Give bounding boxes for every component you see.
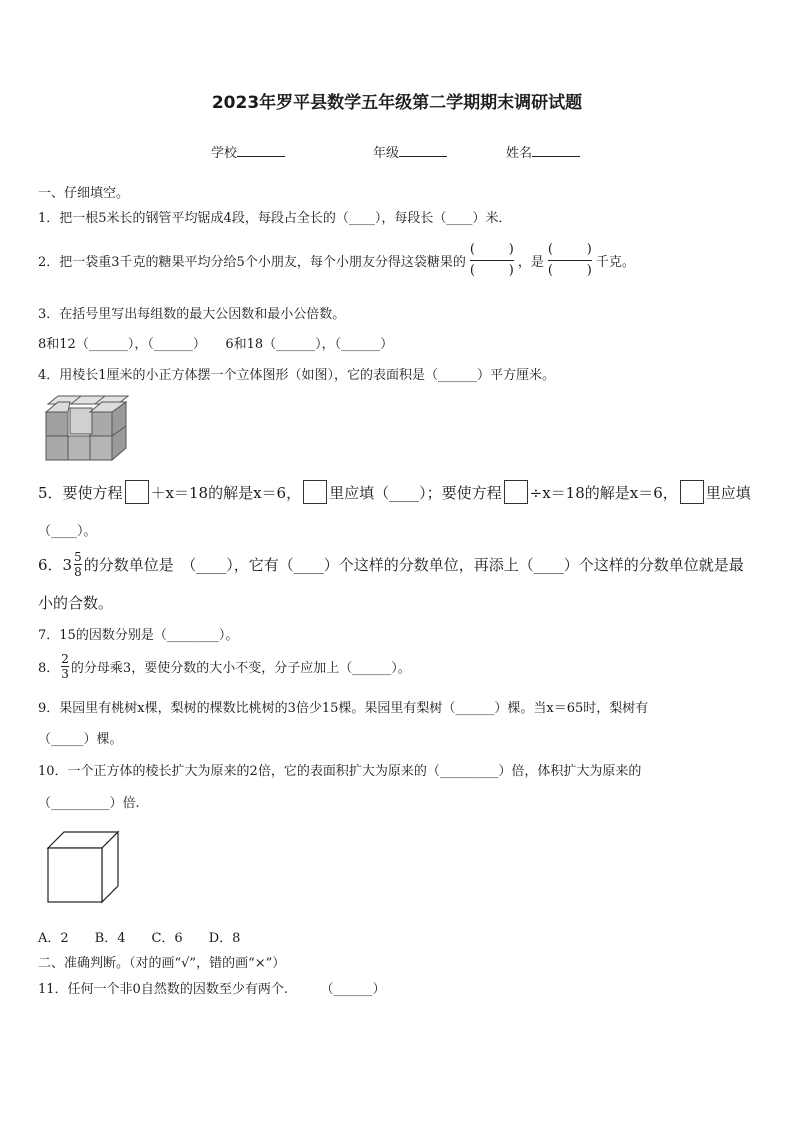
school-field bbox=[211, 142, 285, 161]
answer-box-4 bbox=[680, 480, 704, 504]
cube-figure bbox=[44, 830, 124, 906]
question-3-blanks: 8和12（______），（______） 6和18（______），（______） bbox=[38, 337, 394, 352]
fraction-five-eighths bbox=[74, 550, 82, 579]
question-4: 4．用棱长1厘米的小正方体摆一个立体图形（如图），它的表面积是（______）平方厘米。 bbox=[38, 368, 556, 383]
fraction-two-thirds bbox=[61, 652, 69, 681]
answer-box-1 bbox=[125, 480, 149, 504]
question-5 bbox=[38, 480, 751, 504]
grade-blank bbox=[399, 143, 447, 157]
page-title: 2023年罗平县数学五年级第二学期期末调研试题 bbox=[211, 93, 583, 113]
question-5-text-a: 5．要使方程 bbox=[38, 483, 123, 502]
question-2-text-c: 千克。 bbox=[595, 255, 635, 270]
question-8 bbox=[38, 652, 411, 681]
question-10: 10．一个正方体的棱长扩大为原来的2倍，它的表面积扩大为原来的（_________）倍，体积扩大为原来的 bbox=[38, 764, 642, 779]
grade-label: 年级 bbox=[373, 146, 400, 161]
question-5-text-c: 里应填（____）；要使方程 bbox=[329, 483, 502, 502]
school-blank bbox=[237, 143, 285, 157]
name-blank bbox=[532, 143, 580, 157]
answer-box-2 bbox=[303, 480, 327, 504]
fraction-denominator: 8 bbox=[74, 565, 82, 579]
question-5-text-e: 里应填 bbox=[705, 483, 751, 502]
question-6-prefix: 6．3 bbox=[38, 556, 73, 574]
answer-fraction-2: ( ) ( ) bbox=[547, 242, 592, 278]
question-5-text-d: ÷x＝18的解是x＝6， bbox=[529, 483, 678, 502]
question-11: 11．任何一个非0自然数的因数至少有两个. （______） bbox=[38, 982, 386, 997]
question-9: 9．果园里有桃树x棵，梨树的棵数比桃树的3倍少15棵。果园里有梨树（______）棵。当x＝65时，梨树有 bbox=[38, 701, 649, 716]
question-3: 3．在括号里写出每组数的最大公因数和最小公倍数。 bbox=[38, 307, 346, 322]
question-9-tail: （_____）棵。 bbox=[38, 732, 123, 747]
question-6 bbox=[38, 550, 744, 579]
question-5-text-b: ＋x＝18的解是x＝6， bbox=[150, 483, 302, 502]
fraction-numerator: 2 bbox=[61, 652, 69, 666]
question-8-text: 的分母乘3，要使分数的大小不变，分子应加上（______）。 bbox=[70, 661, 411, 676]
school-label: 学校 bbox=[211, 146, 238, 161]
section1-heading: 一、仔细填空。 bbox=[38, 186, 130, 201]
question-6-tail: 小的合数。 bbox=[38, 594, 114, 612]
question-8-prefix: 8． bbox=[38, 661, 60, 676]
question-2 bbox=[38, 242, 635, 279]
question-2-text-a: 2．把一袋重3千克的糖果平均分给5个小朋友，每个小朋友分得这袋糖果的 bbox=[38, 255, 466, 270]
question-1: 1．把一根5米长的钢管平均锯成4段，每段占全长的（____），每段长（____）米． bbox=[38, 211, 512, 226]
grade-field bbox=[373, 142, 447, 161]
question-10-options: A．2 B．4 C．6 D．8 bbox=[38, 931, 241, 946]
answer-fraction-1: ( ) ( ) bbox=[469, 242, 514, 278]
question-6-text-a: 的分数单位是 （____），它有（____）个这样的分数单位，再添上（____）个这样的分数单位就是最 bbox=[83, 556, 744, 574]
answer-box-3 bbox=[504, 480, 528, 504]
question-7: 7．15的因数分别是（________）。 bbox=[38, 628, 239, 643]
question-2-text-b: ，是 bbox=[517, 255, 544, 270]
question-10-tail: （_________）倍. bbox=[38, 796, 140, 811]
fraction-numerator: 5 bbox=[74, 550, 82, 564]
name-field bbox=[506, 142, 580, 161]
fraction-denominator: 3 bbox=[61, 667, 69, 681]
name-label: 姓名 bbox=[506, 146, 533, 161]
section2-heading: 二、准确判断。（对的画“√”，错的画“×”） bbox=[38, 956, 286, 971]
question-5-tail: （____）。 bbox=[38, 524, 97, 539]
cube-stack-figure bbox=[40, 392, 135, 464]
